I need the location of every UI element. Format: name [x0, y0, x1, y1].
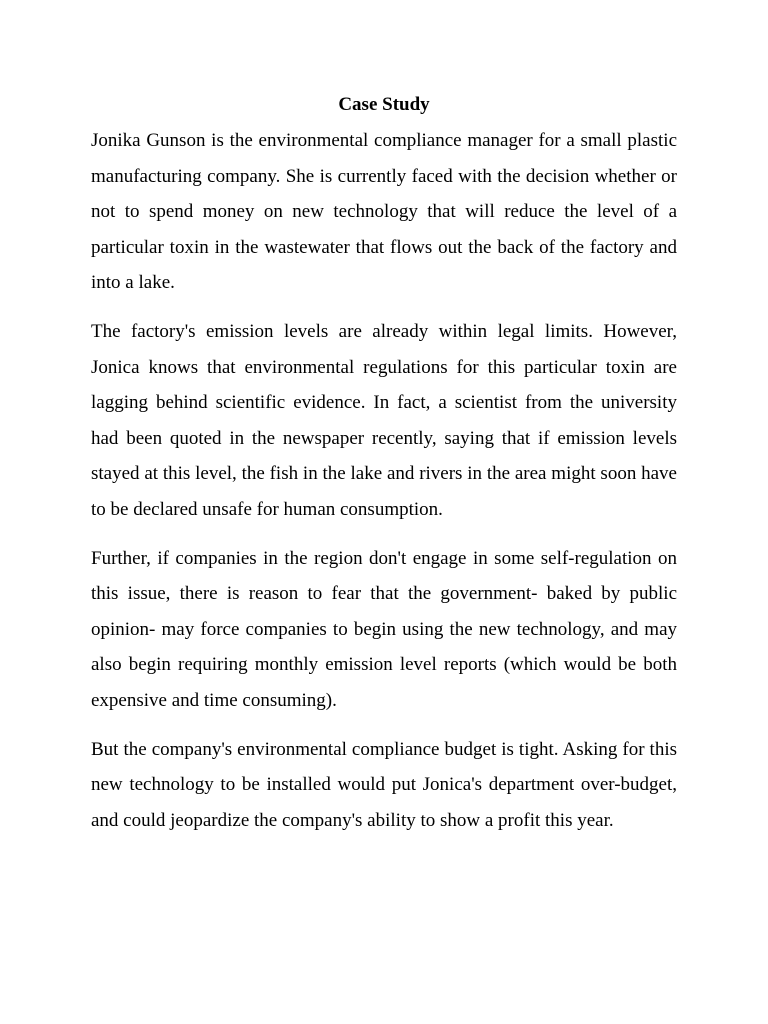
document-title: Case Study [338, 94, 430, 115]
paragraph-1: Jonika Gunson is the environmental compliance manager for a small plastic manufacturing company. She is currently faced with the decision whether or not to spend money on new technology that will reduce the level of a particular toxin in the wastewater that flows out the back of the factory and into a lake. [91, 130, 677, 294]
paragraph-3: Further, if companies in the region don't engage in some self-regulation on this issue, there is reason to fear that the government- baked by public opinion- may force companies to begin using the new technology, and may also begin requiring monthly emission level reports (which would be both expensive and time consuming). [91, 547, 677, 711]
document-body [91, 92, 677, 851]
paragraph-4: But the company's environmental compliance budget is tight. Asking for this new technology to be installed would put Jonica's department over-budget, and could jeopardize the company's ability to show a profit this year. [91, 738, 677, 831]
paragraph-2: The factory's emission levels are already within legal limits. However, Jonica knows that environmental regulations for this particular toxin are lagging behind scientific evidence. In fact, a scientist from the university had been quoted in the newspaper recently, saying that if emission levels stayed at this level, the fish in the lake and rivers in the area might soon have to be declared unsafe for human consumption. [91, 320, 677, 520]
